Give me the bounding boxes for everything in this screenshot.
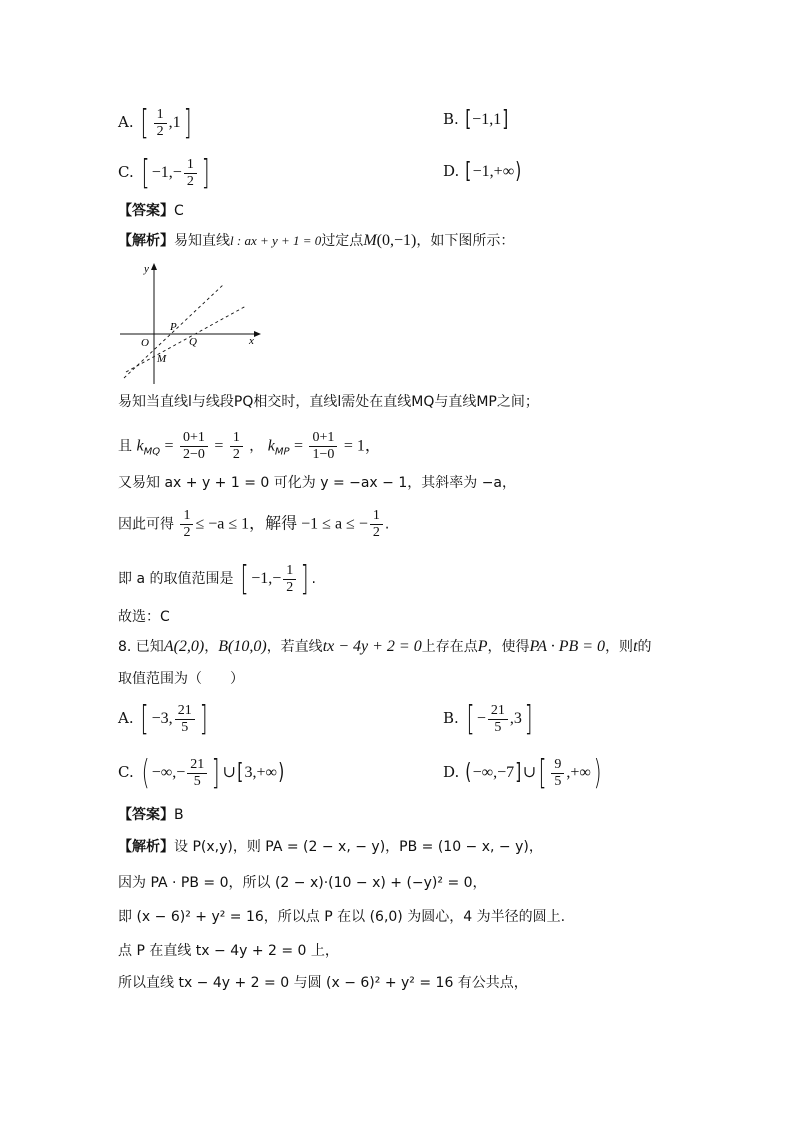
coordinate-graph xyxy=(118,262,268,387)
point-p-label: P xyxy=(170,321,177,333)
q7-analysis-line1: 【解析】易知直线l : ax + y + 1 = 0过定点M(0,−1)，如下图所示： xyxy=(118,232,515,249)
q7-answer: 【答案】C xyxy=(118,203,184,219)
q7-option-c: C. [ −1,− $\frac{1}{2}$ ] xyxy=(118,153,210,193)
q8-stem-line1: 8. 已知A(2,0)，B(10,0)，若直线tx − 4y + 2 = 0上存在点P，使得PA · PB = 0，则t的 xyxy=(118,638,652,655)
q8-stem-line2: 取值范围为（ ） xyxy=(118,671,244,687)
q8-analysis-line1: 【解析】设 P(x,y)，则 PA = (2 − x, − y)，PB = (10 − x, − y)， xyxy=(118,839,543,855)
q7-analysis-line6: 即 a 的取值范围是 [ −1,− $\frac{1}{2}$ ] . xyxy=(118,559,316,599)
q8-analysis-line2: 因为 PA · PB = 0，所以 (2 − x)·(10 − x) + (−y)² = 0， xyxy=(118,875,487,891)
q8-analysis-line3: 即 (x − 6)² + y² = 16，所以点 P 在以 (6,0) 为圆心，4 为半径的圆上. xyxy=(118,909,566,925)
origin-label: O xyxy=(141,337,149,349)
q8-option-b: B. [ − $\frac{21}{5}$ ,3] xyxy=(443,699,533,739)
q8-analysis-line5: 所以直线 tx − 4y + 2 = 0 与圆 (x − 6)² + y² = 16 有公共点， xyxy=(118,975,528,991)
q7-option-b: B. [−1,1] xyxy=(443,107,509,132)
y-label: y xyxy=(144,263,149,275)
q8-answer: 【答案】B xyxy=(118,807,184,823)
point-m-label: M xyxy=(157,353,167,365)
q8-option-d: D. (−∞,−7]∪[ $\frac{9}{5}$ ,+∞) xyxy=(443,753,602,793)
q7-option-a: A. [ $\frac{1}{2}$ ,1] xyxy=(118,103,192,143)
q7-analysis-line4: 又易知 ax + y + 1 = 0 可化为 y = −ax − 1，其斜率为 −a， xyxy=(118,475,517,491)
q7-conclusion: 故选：C xyxy=(118,609,170,625)
q8-analysis-line4: 点 P 在直线 tx − 4y + 2 = 0 上， xyxy=(118,943,339,959)
point-q-label: Q xyxy=(189,336,197,348)
q8-option-c: C. ( −∞,− $\frac{21}{5}$ ] ∪[3,+∞) xyxy=(118,753,285,793)
q7-option-d: D. [−1,+∞) xyxy=(443,159,522,184)
y-axis-arrow xyxy=(151,263,157,270)
q8-option-a: A. [ −3, $\frac{21}{5}$ ] xyxy=(118,699,208,739)
q7-analysis-line5: 因此可得 $\frac{1}{2}$ ≤ −a ≤ 1，解得 −1 ≤ a ≤ − $\frac{1}{2}$ . xyxy=(118,508,390,540)
q7-analysis-line3: 且 $k_{MQ}$ = $\frac{0+1}{2-0}$ = $\frac{1}{2}$ ， $k_{MP}$ = $\frac{0+1}{1-0}$ = 1， xyxy=(118,430,381,462)
q7-analysis-line2: 易知当直线l与线段PQ相交时，直线l需处在直线MQ与直线MP之间； xyxy=(118,394,539,410)
x-axis-arrow xyxy=(254,331,261,337)
x-label: x xyxy=(249,335,254,347)
